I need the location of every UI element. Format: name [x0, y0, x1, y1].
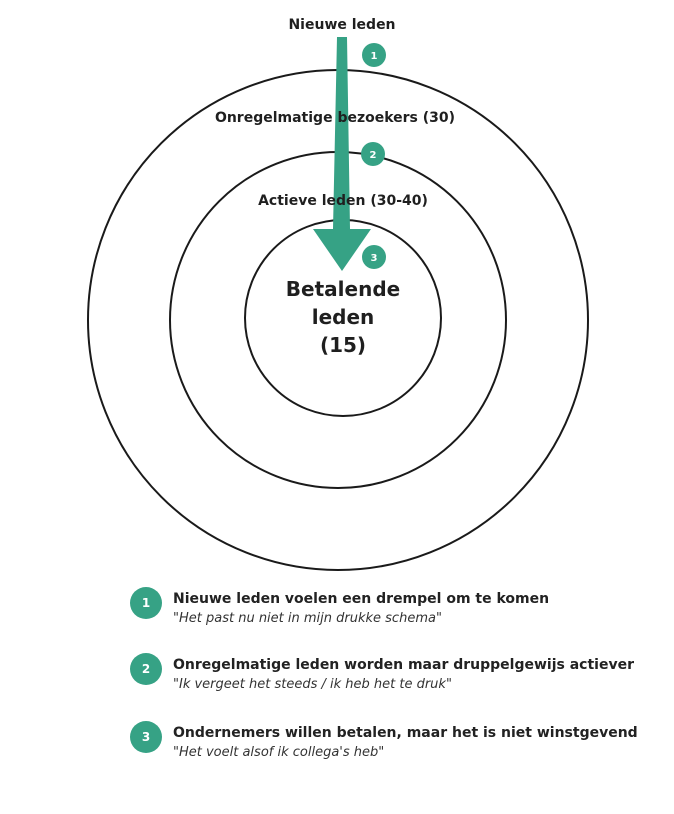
marker-1: [362, 43, 386, 67]
legend-badge-1: 1: [130, 587, 162, 619]
legend-title-1: Nieuwe leden voelen een drempel om te komen: [173, 591, 550, 607]
marker-3: [362, 245, 386, 269]
legend-quote-2: "Ik vergeet het steeds / ik heb het te druk": [173, 677, 452, 692]
legend-title-3: Ondernemers willen betalen, maar het is niet winstgevend: [173, 725, 638, 741]
center-label-line-3: (15): [319, 333, 367, 357]
top-label: Nieuwe leden: [288, 17, 396, 33]
legend-title-2: Onregelmatige leden worden maar druppelgewijs actiever: [173, 657, 634, 673]
center-label-line-2: leden: [311, 305, 375, 329]
legend-quote-3: "Het voelt alsof ik collega's heb": [173, 745, 385, 760]
legend-badge-3: 3: [130, 721, 162, 753]
marker-2: [361, 142, 385, 166]
marker-2-number: 2: [369, 150, 377, 161]
middle-ring-label: Actieve leden (30-40): [258, 193, 428, 209]
marker-1-number: 1: [370, 51, 378, 62]
outer-ring-label: Onregelmatige bezoekers (30): [214, 110, 456, 126]
center-label-line-1: Betalende: [285, 277, 401, 301]
legend-badge-2: 2: [130, 653, 162, 685]
legend-quote-1: "Het past nu niet in mijn drukke schema": [173, 611, 442, 626]
marker-3-number: 3: [370, 253, 378, 264]
